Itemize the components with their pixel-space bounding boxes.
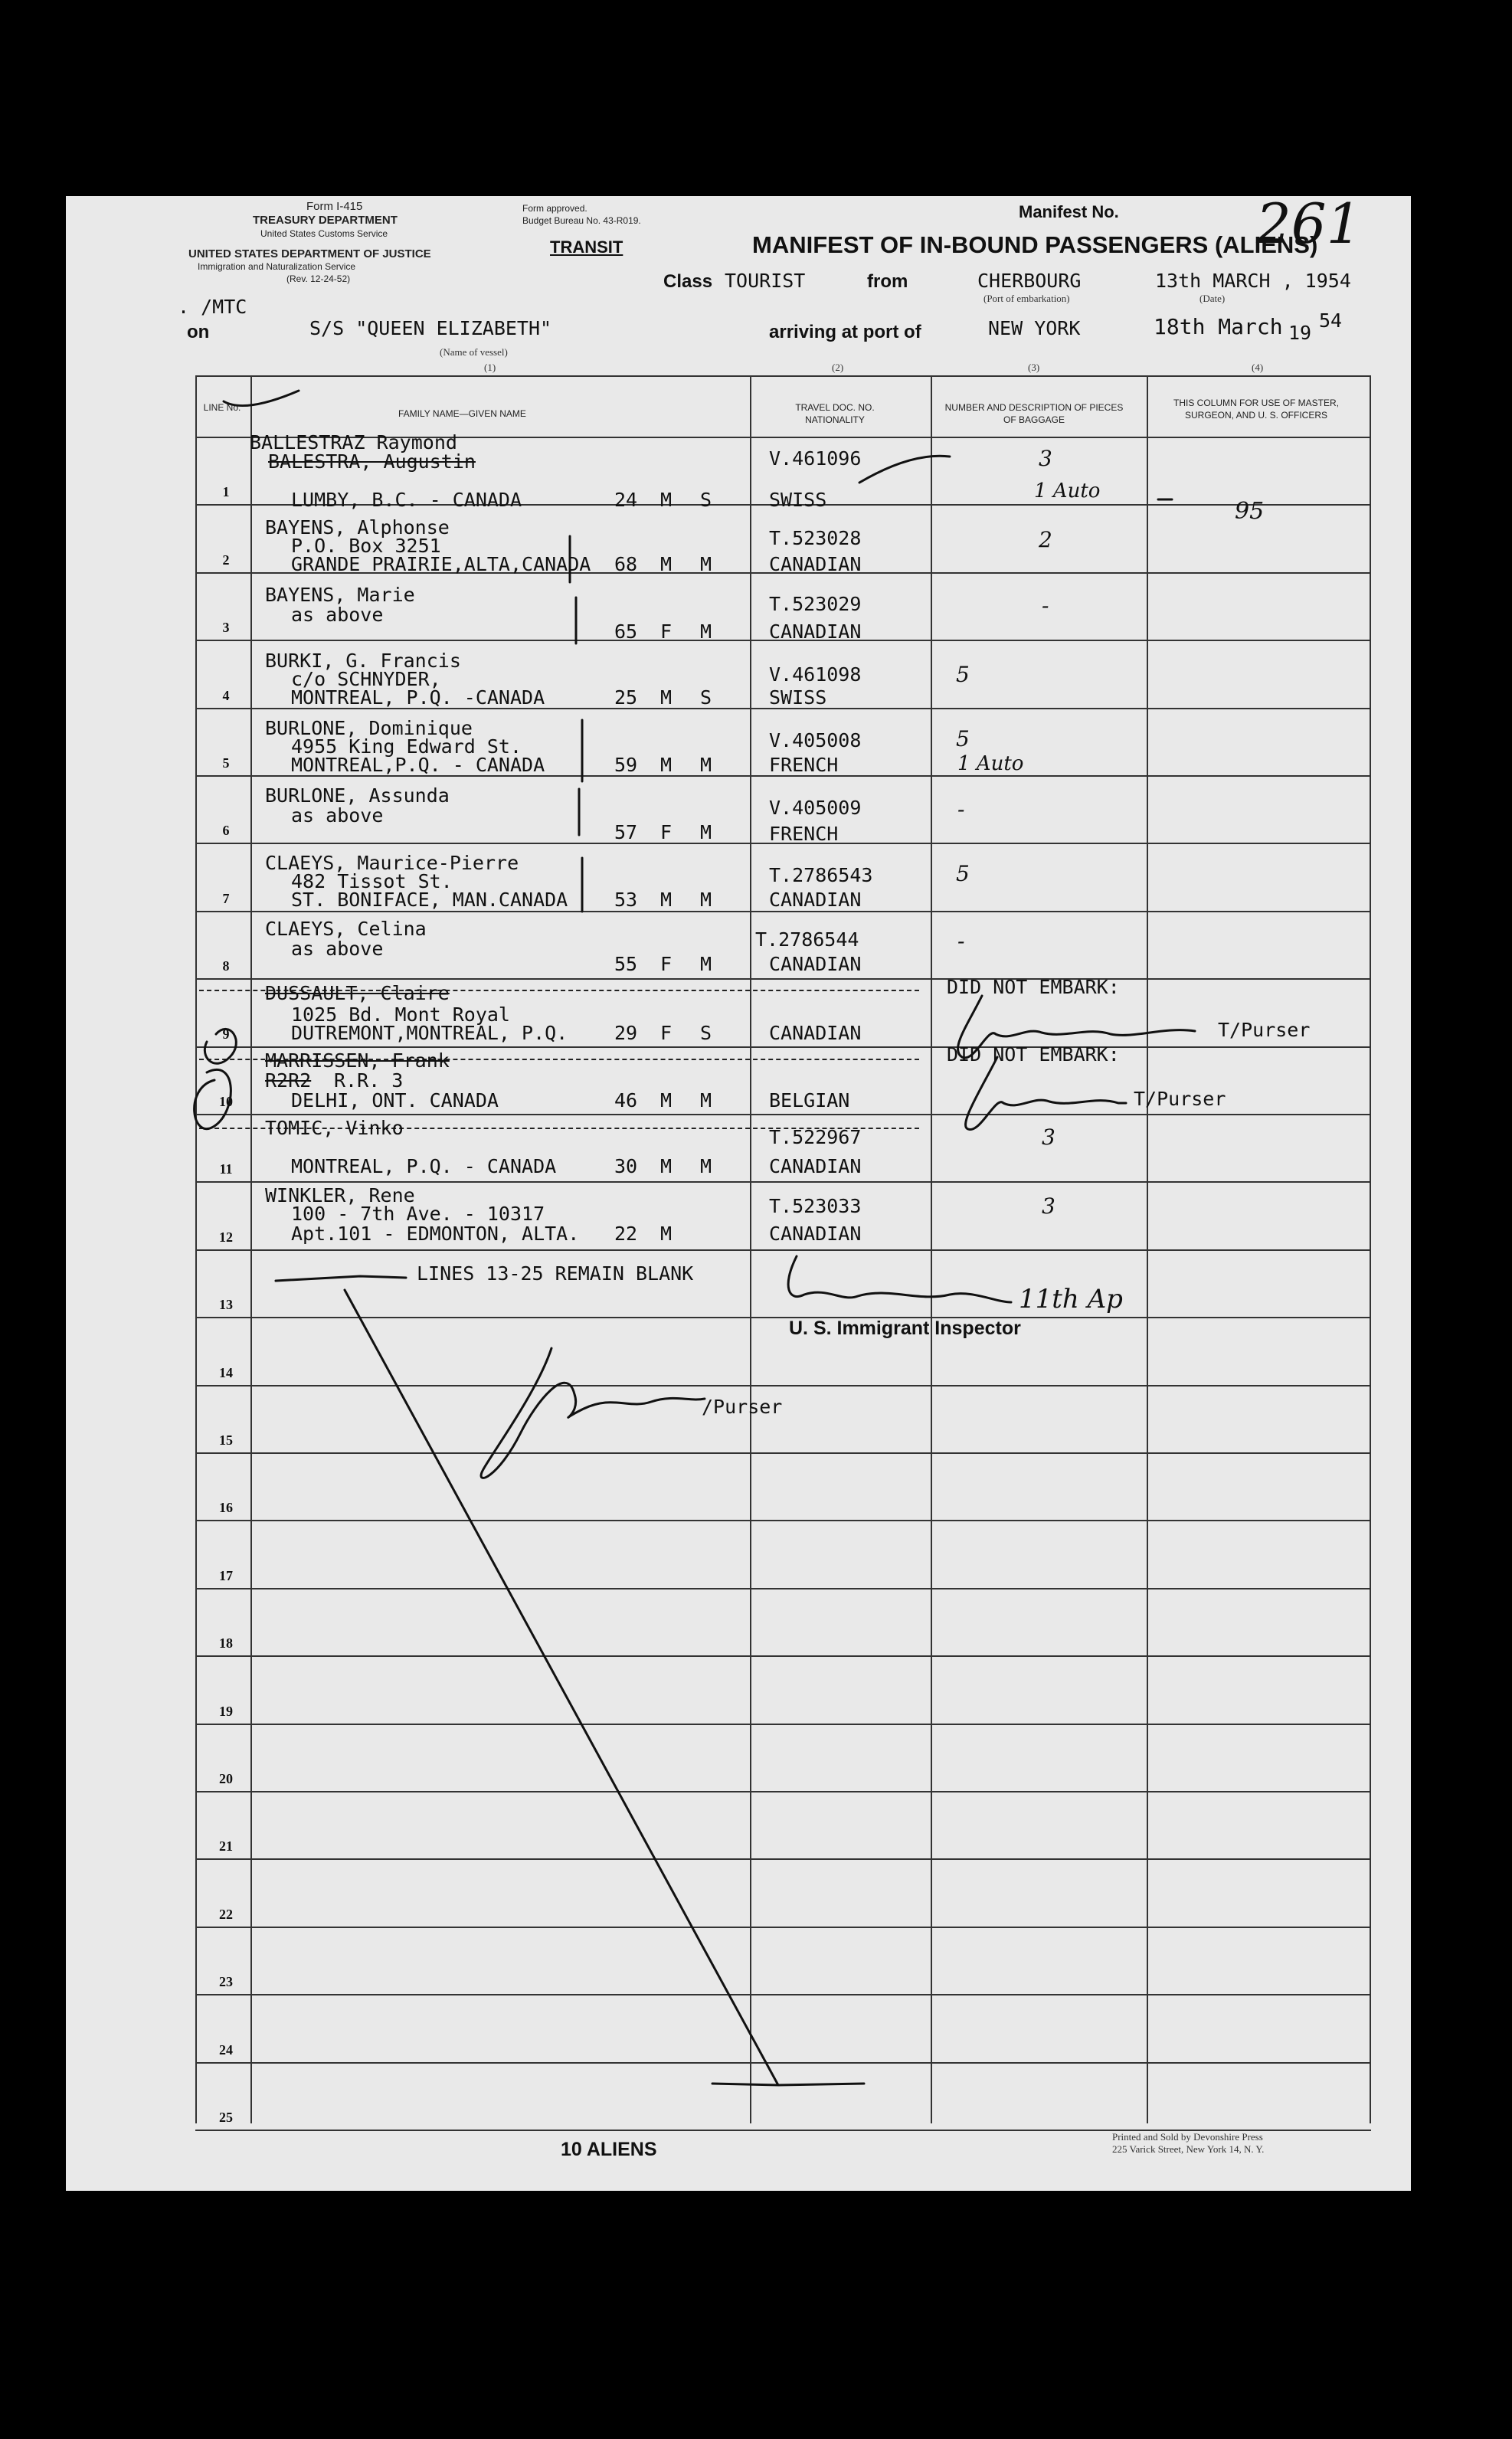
- entry-8-baggage: -: [957, 928, 965, 954]
- entry-1-name-struck: BALESTRA, Augustin: [268, 450, 476, 473]
- blank-lines-note: LINES 13-25 REMAIN BLANK: [417, 1262, 694, 1285]
- entry-8-marital: M: [700, 953, 712, 975]
- line-number: 16: [219, 1500, 233, 1516]
- entry-11-doc: T.522967: [769, 1126, 862, 1148]
- line-number: 9: [222, 1026, 230, 1042]
- entry-12-address-1: 100 - 7th Ave. - 10317: [291, 1203, 545, 1225]
- entry-4-marital: S: [700, 686, 712, 709]
- entry-7-name: CLAEYS, Maurice-Pierre: [265, 852, 519, 874]
- line-number: 24: [219, 2041, 233, 2058]
- row-rule: [195, 1181, 1371, 1183]
- entry-3-marital: M: [700, 620, 712, 643]
- from-value: CHERBOURG: [977, 270, 1082, 292]
- row-rule: [195, 1927, 1371, 1928]
- entry-5-marital: M: [700, 754, 712, 776]
- line-number: 1: [222, 484, 230, 500]
- entry-7-age: 53: [614, 889, 638, 911]
- row-rule: [195, 1655, 1371, 1657]
- budget-note: Budget Bureau No. 43-R019.: [522, 215, 641, 226]
- col-header-line: LINE No.: [203, 402, 241, 413]
- approved-note: Form approved.: [522, 203, 587, 214]
- col-num-1: (1): [484, 362, 496, 373]
- entry-6-marital: M: [700, 821, 712, 843]
- entry-1-baggage: 3: [1039, 446, 1052, 471]
- row-rule: [195, 1249, 1371, 1251]
- entry-6-baggage: -: [957, 797, 965, 822]
- row-rule: [195, 1588, 1371, 1589]
- printer-line-1: Printed and Sold by Devonshire Press: [1112, 2131, 1263, 2143]
- row-rule: [195, 978, 1371, 980]
- entry-10-age: 46: [614, 1089, 638, 1111]
- entry-12-name: WINKLER, Rene: [265, 1184, 415, 1206]
- vessel-caption: (Name of vessel): [440, 346, 508, 358]
- entry-5-nationality: FRENCH: [769, 754, 839, 776]
- entry-3-baggage: -: [1042, 593, 1049, 618]
- line-number: 17: [219, 1567, 233, 1583]
- col-header-name: FAMILY NAME—GIVEN NAME: [398, 408, 526, 419]
- entry-9-marital: S: [700, 1022, 712, 1044]
- header-top-rule: [195, 375, 1371, 377]
- row-rule: [195, 1724, 1371, 1725]
- arrival-port: NEW YORK: [988, 317, 1081, 339]
- from-label: from: [867, 271, 908, 292]
- entry-2-nationality: CANADIAN: [769, 553, 862, 575]
- entry-10-did-not-embark: DID NOT EMBARK:: [947, 1043, 1120, 1066]
- entry-10-address-2: DELHI, ONT. CANADA: [291, 1089, 499, 1111]
- entry-5-name: BURLONE, Dominique: [265, 717, 473, 739]
- entry-1-marital: S: [700, 489, 712, 511]
- entry-1-baggage-auto: 1 Auto: [1034, 480, 1101, 503]
- line-number: 4: [222, 687, 230, 703]
- ins-service: Immigration and Naturalization Service: [198, 261, 356, 272]
- entry-11-sex: M: [660, 1155, 673, 1177]
- entry-1-age: 24: [614, 489, 638, 511]
- line-number: 10: [219, 1094, 233, 1109]
- entry-3-age: 65: [614, 620, 638, 643]
- entry-4-name: BURKI, G. Francis: [265, 650, 461, 672]
- entry-9-name: DUSSAULT, Claire: [265, 982, 450, 1004]
- line-number: 19: [219, 1703, 233, 1719]
- entry-5-sex: M: [660, 754, 673, 776]
- revision: (Rev. 12-24-52): [286, 273, 351, 284]
- port-embark-caption: (Port of embarkation): [983, 293, 1070, 304]
- entry-4-address-2: MONTREAL, P.Q. -CANADA: [291, 686, 545, 709]
- entry-5-doc: V.405008: [769, 729, 862, 751]
- entry-10-nationality: BELGIAN: [769, 1089, 850, 1111]
- col-num-2: (2): [832, 362, 844, 373]
- arriving-label: arriving at port of: [769, 322, 921, 342]
- entry-6-name: BURLONE, Assunda: [265, 784, 450, 807]
- entry-6-doc: V.405009: [769, 797, 862, 819]
- line-number: 15: [219, 1432, 233, 1448]
- entry-12-sex: M: [660, 1223, 673, 1245]
- line-number: 7: [222, 890, 230, 906]
- immigrant-inspector-label: U. S. Immigrant Inspector: [789, 1318, 1021, 1339]
- entry-11-baggage: 3: [1042, 1125, 1055, 1150]
- arrival-date: 18th March: [1154, 314, 1283, 339]
- entry-2-address-2: GRANDE PRAIRIE,ALTA,CANADA: [291, 553, 591, 575]
- entry-6-age: 57: [614, 821, 638, 843]
- entry-10-sex: M: [660, 1089, 673, 1111]
- justice-dept: UNITED STATES DEPARTMENT OF JUSTICE: [188, 247, 431, 260]
- entry-2-age: 68: [614, 553, 638, 575]
- entry-9-address-1: 1025 Bd. Mont Royal: [291, 1003, 510, 1026]
- manifest-no-label: Manifest No.: [1019, 202, 1119, 221]
- line-number: 18: [219, 1635, 233, 1652]
- entry-1-address: LUMBY, B.C. - CANADA: [291, 489, 522, 511]
- entry-6-address: as above: [291, 804, 384, 827]
- line-number: 8: [222, 958, 230, 974]
- line-number: 2: [222, 552, 230, 568]
- entry-8-sex: F: [660, 953, 673, 975]
- aliens-count: 10 ALIENS: [561, 2139, 657, 2160]
- entry-7-baggage: 5: [956, 861, 970, 886]
- entry-7-address-2: ST. BONIFACE, MAN.CANADA: [291, 889, 568, 911]
- entry-9-did-not-embark: DID NOT EMBARK:: [947, 976, 1120, 998]
- row-rule: [195, 911, 1371, 912]
- entry-12-address-2: Apt.101 - EDMONTON, ALTA.: [291, 1223, 580, 1245]
- row-rule: [195, 1046, 1371, 1048]
- on-label: on: [187, 322, 210, 342]
- entry-7-address-1: 482 Tissot St.: [291, 870, 453, 892]
- entry-7-marital: M: [700, 889, 712, 911]
- entry-2-address-1: P.O. Box 3251: [291, 535, 441, 557]
- row-rule: [195, 2062, 1371, 2064]
- entry-11-name: TOMIC, Vinko: [265, 1117, 404, 1139]
- printer-line-2: 225 Varick Street, New York 14, N. Y.: [1112, 2143, 1265, 2155]
- entry-8-name: CLAEYS, Celina: [265, 918, 427, 940]
- entry-1-note: 95: [1235, 498, 1265, 525]
- entry-11-marital: M: [700, 1155, 712, 1177]
- line-number: 12: [219, 1229, 233, 1245]
- row-rule: [195, 1520, 1371, 1521]
- entry-2-name: BAYENS, Alphonse: [265, 516, 450, 539]
- line-number: 22: [219, 1906, 233, 1922]
- col-header-master: THIS COLUMN FOR USE OF MASTER, SURGEON, AND U. S. OFFICERS: [1173, 398, 1339, 421]
- line-number: 5: [222, 755, 230, 771]
- col-header-doc: TRAVEL DOC. NO. NATIONALITY: [795, 402, 875, 425]
- entry-4-nationality: SWISS: [769, 686, 827, 709]
- line-number: 13: [219, 1297, 233, 1313]
- entry-7-doc: T.2786543: [769, 864, 873, 886]
- entry-1-name: BALLESTRAZ Raymond: [250, 431, 457, 453]
- entry-2-doc: T.523028: [769, 527, 862, 549]
- row-rule: [195, 1385, 1371, 1386]
- col-num-3: (3): [1028, 362, 1040, 373]
- entry-1-doc: V.461096: [769, 447, 862, 470]
- entry-9-address-2: DUTREMONT,MONTREAL, P.Q.: [291, 1022, 568, 1044]
- line-number: 6: [222, 823, 230, 839]
- embark-date: 13th MARCH , 1954: [1155, 270, 1351, 292]
- entry-10-purser: T/Purser: [1134, 1088, 1226, 1110]
- entry-9-nationality: CANADIAN: [769, 1022, 862, 1044]
- vessel-name: S/S "QUEEN ELIZABETH": [309, 317, 552, 339]
- arrival-year-suffix: 54: [1319, 309, 1343, 332]
- line-number: 11: [219, 1161, 233, 1177]
- entry-12-doc: T.523033: [769, 1195, 862, 1217]
- entry-3-name: BAYENS, Marie: [265, 584, 415, 606]
- entry-5-address-1: 4955 King Edward St.: [291, 735, 522, 758]
- line-number: 14: [219, 1364, 233, 1380]
- treasury-dept: TREASURY DEPARTMENT: [253, 214, 398, 227]
- manifest-number: 261: [1256, 192, 1362, 256]
- entry-9-purser: T/Purser: [1218, 1019, 1311, 1041]
- line-number: 20: [219, 1771, 233, 1786]
- entry-10-address-1: R.R. 3: [334, 1069, 404, 1092]
- mtc-label: . /MTC: [178, 296, 247, 318]
- entry-4-address-1: c/o SCHNYDER,: [291, 668, 441, 690]
- entry-1-nationality: SWISS: [769, 489, 827, 511]
- form-number: Form I-415: [306, 200, 363, 213]
- entry-12-age: 22: [614, 1223, 638, 1245]
- entry-4-doc: V.461098: [769, 663, 862, 686]
- entry-11-address: MONTREAL, P.Q. - CANADA: [291, 1155, 557, 1177]
- transit-label: TRANSIT: [550, 237, 623, 257]
- class-value: TOURIST: [725, 270, 806, 292]
- entry-10-name: MARRISSEN, Frank: [265, 1049, 450, 1072]
- col-num-4: (4): [1252, 362, 1264, 373]
- entry-9-age: 29: [614, 1022, 638, 1044]
- entry-7-nationality: CANADIAN: [769, 889, 862, 911]
- entry-2-marital: M: [700, 553, 712, 575]
- entry-12-baggage: 3: [1042, 1193, 1055, 1219]
- line-number: 21: [219, 1838, 233, 1855]
- inspector-date: 11th Ap: [1019, 1284, 1123, 1314]
- row-rule: [195, 1858, 1371, 1860]
- row-rule: [195, 1452, 1371, 1454]
- entry-3-address: as above: [291, 604, 384, 626]
- entry-3-nationality: CANADIAN: [769, 620, 862, 643]
- line-number: 23: [219, 1974, 233, 1990]
- date-caption: (Date): [1199, 293, 1226, 304]
- row-rule: [195, 1994, 1371, 1995]
- entry-11-age: 30: [614, 1155, 638, 1177]
- purser-label: /Purser: [702, 1396, 783, 1418]
- row-rule: [195, 1317, 1371, 1318]
- entry-11-nationality: CANADIAN: [769, 1155, 862, 1177]
- entry-5-address-2: MONTREAL,P.Q. - CANADA: [291, 754, 545, 776]
- class-label: Class: [663, 271, 713, 292]
- entry-8-nationality: CANADIAN: [769, 953, 862, 975]
- customs-service: United States Customs Service: [260, 228, 388, 239]
- entry-6-sex: F: [660, 821, 673, 843]
- entry-10-marital: M: [700, 1089, 712, 1111]
- entry-2-sex: M: [660, 553, 673, 575]
- line-number: 3: [222, 620, 230, 636]
- manifest-title: MANIFEST OF IN-BOUND PASSENGERS (ALIENS): [752, 231, 1318, 258]
- entry-4-age: 25: [614, 686, 638, 709]
- entry-4-baggage: 5: [956, 662, 970, 687]
- entry-5-baggage: 5: [956, 726, 970, 751]
- entry-6-nationality: FRENCH: [769, 823, 839, 845]
- entry-3-doc: T.523029: [769, 593, 862, 615]
- col-header-bag: NUMBER AND DESCRIPTION OF PIECES OF BAGGAGE: [944, 402, 1124, 425]
- entry-8-age: 55: [614, 953, 638, 975]
- row-rule: [195, 1114, 1371, 1115]
- entry-5-age: 59: [614, 754, 638, 776]
- entry-5-baggage-auto: 1 Auto: [957, 752, 1024, 775]
- entry-2-baggage: 2: [1039, 527, 1052, 552]
- entry-4-sex: M: [660, 686, 673, 709]
- entry-9-sex: F: [660, 1022, 673, 1044]
- entry-12-nationality: CANADIAN: [769, 1223, 862, 1245]
- row-rule: [195, 1791, 1371, 1792]
- line-number: 25: [219, 2110, 233, 2125]
- entry-1-sex: M: [660, 489, 673, 511]
- entry-7-sex: M: [660, 889, 673, 911]
- arrival-year-prefix: 19: [1288, 322, 1312, 344]
- entry-8-doc: T.2786544: [755, 928, 859, 951]
- entry-3-sex: F: [660, 620, 673, 643]
- entry-8-address: as above: [291, 938, 384, 960]
- entry-10-address-1-struck: R2R2: [265, 1069, 312, 1092]
